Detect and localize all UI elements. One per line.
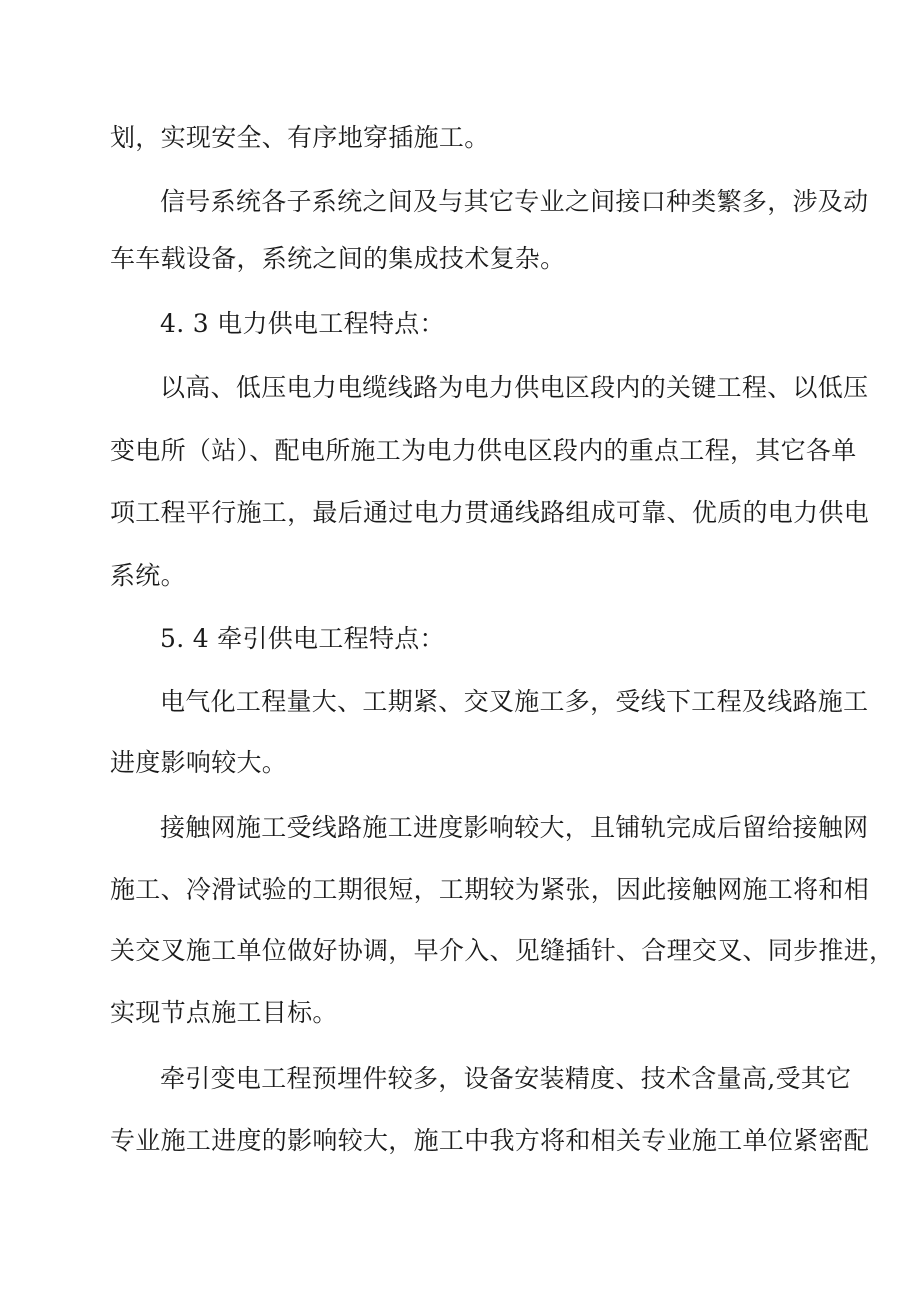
text-line-15: 实现节点施工目标。 bbox=[110, 998, 338, 1027]
section-heading-4-3: 4. 3 电力供电工程特点： bbox=[160, 309, 445, 338]
text-line-8: 系统。 bbox=[110, 561, 186, 590]
text-line-10: 电气化工程量大、工期紧、交叉施工多，受线下工程及线路施工 bbox=[160, 687, 869, 716]
text-line-6: 变电所（站）、配电所施工为电力供电区段内的重点工程，其它各单 bbox=[110, 436, 857, 465]
text-line-12: 接触网施工受线路施工进度影响较大，且铺轨完成后留给接触网 bbox=[160, 813, 869, 842]
text-line-13: 施工、冷滑试验的工期很短，工期较为紧张，因此接触网施工将和相 bbox=[110, 875, 870, 904]
text-line-7: 项工程平行施工，最后通过电力贯通线路组成可靠、优质的电力供电 bbox=[110, 498, 870, 527]
section-heading-5-4: 5. 4 牵引供电工程特点： bbox=[160, 624, 445, 653]
text-line-1: 划，实现安全、有序地穿插施工。 bbox=[110, 123, 490, 152]
text-line-14: 关交叉施工单位做好协调，早介入、见缝插针、合理交叉、同步推进， bbox=[110, 936, 895, 965]
text-line-5: 以高、低压电力电缆线路为电力供电区段内的关键工程、以低压 bbox=[160, 373, 869, 402]
text-line-3: 车车载设备，系统之间的集成技术复杂。 bbox=[110, 244, 566, 273]
text-line-2: 信号系统各子系统之间及与其它专业之间接口种类繁多，涉及动 bbox=[160, 187, 869, 216]
text-line-17: 专业施工进度的影响较大，施工中我方将和相关专业施工单位紧密配 bbox=[110, 1126, 870, 1155]
text-line-11: 进度影响较大。 bbox=[110, 748, 288, 777]
text-line-16: 牵引变电工程预埋件较多，设备安装精度、技术含量高,受其它 bbox=[160, 1064, 852, 1093]
